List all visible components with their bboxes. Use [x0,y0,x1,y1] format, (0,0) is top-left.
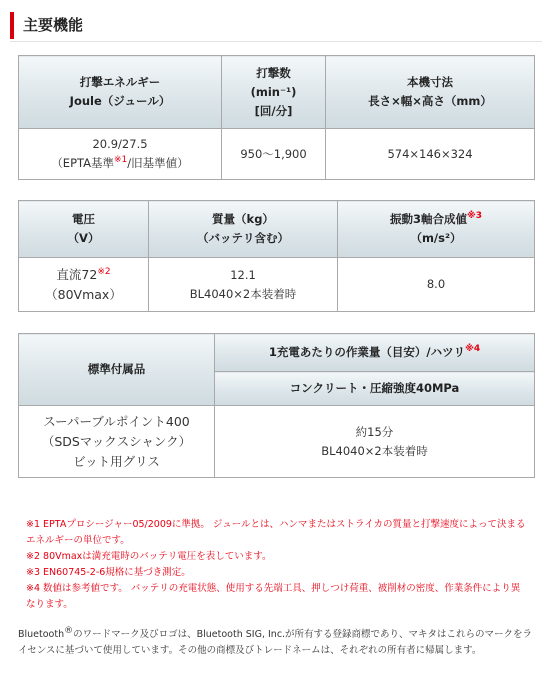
section-title [10,12,542,39]
trademark-word: Bluetooth [18,629,65,640]
work-amount-value: 約15分 [355,424,394,439]
cell-dimensions [326,129,535,180]
header-impact-energy [19,56,222,129]
header-vibration-label: 振動3軸合成値 [389,212,467,226]
header-work-amount [215,334,535,372]
header-work-amount-label: 1充電あたりの作業量（目安）/ハツリ [268,345,466,359]
header-mass-line2: （バッテリ含む） [197,231,289,245]
header-work-condition [215,372,535,406]
header-work-amount-line [215,343,534,362]
footnote-ref-1: ※1 [114,155,128,166]
footnotes [26,517,526,613]
header-blows-line3: [回/分] [254,103,293,118]
header-mass [149,201,338,258]
cell-blows-per-minute [222,129,326,180]
dimensions-value: 574×146×324 [387,146,473,161]
vibration-value: 8.0 [426,277,446,291]
spec-table-voltage [18,200,535,312]
cell-accessories [19,406,215,478]
spec-table-work [18,333,535,478]
header-vibration-line1 [338,210,534,229]
mass-condition: BL4040×2本装着時 [189,286,297,301]
cell-impact-energy [19,129,222,180]
voltage-value-text: 直流72 [56,266,98,282]
footnote-4: ※4 数値は参考値です。 バッテリの充電状態、使用する先端工具、押しつけ荷重、被削材の密度、作業条件により異なります。 [26,583,521,610]
trademark-text: のワードマーク及びロゴは、Bluetooth SIG, Inc.が所有する登録商標であり、マキタはこれらのマークをライセンスに基づいて使用しています。その他の商標及びトレードネームは、それぞれの所有者に帰属します。 [18,629,532,656]
accessory-shank: （SDSマックスシャンク） [41,433,192,449]
footnote-1: ※1 EPTAプロシージャー05/2009に準拠。 ジュールとは、ハンマまたはストライカの質量と打撃速度によって決まるエネルギーの単位です。 [26,519,526,546]
header-mass-line1: 質量（kg） [212,212,274,226]
header-vibration [338,201,535,258]
header-blows-line1: 打撃数 [256,65,291,80]
accessory-grease: ビット用グリス [73,453,160,469]
footnote-2: ※2 80Vmaxは満充電時のバッテリ電圧を表しています。 [26,551,272,562]
header-accessories [19,334,215,406]
header-work-condition-label: コンクリート・圧縮強度40MPa [289,381,460,395]
header-blows-per-minute [222,56,326,129]
header-impact-energy-line1: 打撃エネルギー [79,75,161,89]
footnote-3: ※3 EN60745-2-6規格に基づき測定。 [26,567,191,578]
work-amount-condition: BL4040×2本装着時 [321,443,428,458]
title-divider [10,41,542,42]
accessory-bull-point: スーパーブルポイント400 [43,413,190,429]
header-blows-line2: (min⁻¹) [250,84,297,99]
header-voltage-line1: 電圧 [72,212,95,226]
header-dimensions [326,56,535,129]
section-title-text: 主要機能 [23,16,84,34]
header-dimensions-line2: 長さ×幅×高さ（mm） [368,94,492,108]
header-voltage [19,201,149,258]
blows-per-minute-value: 950～1,900 [240,146,307,161]
voltage-value [19,265,148,285]
footnote-ref-3: ※3 [467,211,483,222]
cell-work-amount [215,406,535,478]
header-voltage-line2: （V） [67,231,100,245]
cell-voltage [19,258,149,312]
header-dimensions-line1: 本機寸法 [407,75,453,89]
impact-energy-standard-pre: （EPTA基準 [51,156,115,170]
voltage-max: （80Vmax） [45,286,122,302]
header-accessories-label: 標準付属品 [87,362,146,376]
header-impact-energy-line2: Joule（ジュール） [69,94,171,108]
mass-value: 12.1 [230,267,256,282]
impact-energy-value: 20.9/27.5 [92,137,148,151]
impact-energy-standard-post: /旧基準値） [127,156,189,170]
footnote-ref-4: ※4 [465,344,481,355]
spec-table-energy [18,55,535,180]
cell-mass [149,258,338,312]
footnote-ref-2: ※2 [97,266,111,277]
registered-mark: ® [64,625,74,636]
trademark-notice [18,627,534,659]
impact-energy-standard [19,154,221,173]
header-vibration-line2: （m/s²） [410,231,462,245]
cell-vibration [338,258,535,312]
